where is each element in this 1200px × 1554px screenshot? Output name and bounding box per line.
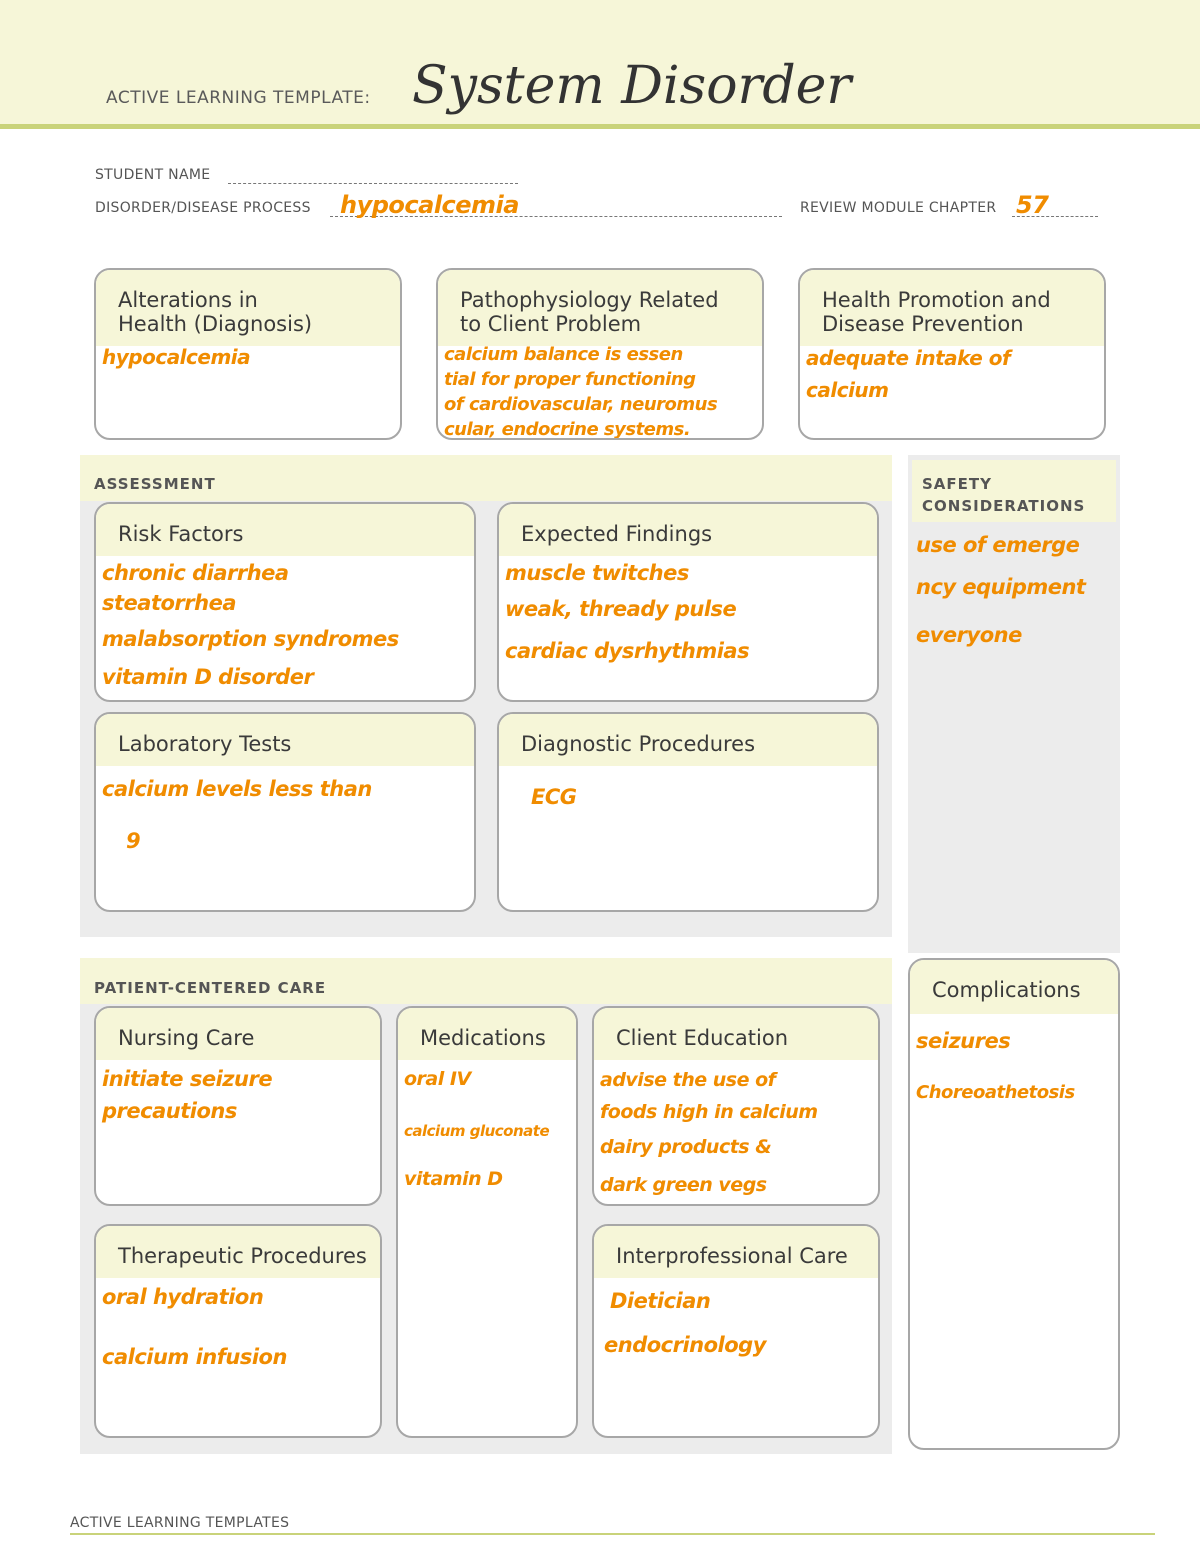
pathophysiology-line-4: cular, endocrine systems. bbox=[444, 419, 691, 440]
risk-factors-title: Risk Factors bbox=[118, 522, 244, 546]
therapeutic-procedures-line-1: oral hydration bbox=[102, 1285, 264, 1309]
diagnostic-procedures-card bbox=[497, 712, 879, 912]
alterations-card bbox=[94, 268, 402, 440]
risk-factors-line-3: malabsorption syndromes bbox=[102, 627, 399, 651]
therapeutic-procedures-title: Therapeutic Procedures bbox=[118, 1244, 367, 1268]
complications-card bbox=[908, 958, 1120, 1450]
therapeutic-procedures-line-2: calcium infusion bbox=[102, 1345, 287, 1369]
client-education-card bbox=[592, 1006, 880, 1206]
nursing-care-title: Nursing Care bbox=[118, 1026, 255, 1050]
health-promotion-title-1: Health Promotion and bbox=[822, 288, 1051, 312]
client-education-title: Client Education bbox=[616, 1026, 789, 1050]
disorder-label: DISORDER/DISEASE PROCESS bbox=[95, 200, 311, 216]
laboratory-tests-title: Laboratory Tests bbox=[118, 732, 292, 756]
client-education-line-2: foods high in calcium bbox=[600, 1101, 818, 1123]
client-education-line-4: dark green vegs bbox=[600, 1174, 767, 1196]
diagnostic-procedures-title: Diagnostic Procedures bbox=[521, 732, 756, 756]
pathophysiology-title-1: Pathophysiology Related bbox=[460, 288, 719, 312]
client-education-line-3: dairy products & bbox=[600, 1136, 772, 1158]
risk-factors-card bbox=[94, 502, 476, 702]
safety-title-2: CONSIDERATIONS bbox=[922, 497, 1086, 515]
student-name-label: STUDENT NAME bbox=[95, 167, 211, 183]
expected-findings-line-1: muscle twitches bbox=[505, 561, 689, 585]
pathophysiology-line-3: of cardiovascular, neuromus bbox=[444, 394, 718, 415]
nursing-care-line-1: initiate seizure bbox=[102, 1067, 273, 1091]
laboratory-tests-line-2: 9 bbox=[126, 829, 141, 853]
template-label: ACTIVE LEARNING TEMPLATE: bbox=[106, 88, 371, 108]
safety-title bbox=[922, 473, 1085, 517]
safety-notes bbox=[916, 530, 1116, 650]
header-divider bbox=[0, 124, 1200, 129]
therapeutic-procedures-card bbox=[94, 1224, 382, 1438]
risk-factors-line-2: steatorrhea bbox=[102, 591, 236, 615]
complications-title: Complications bbox=[932, 978, 1081, 1002]
expected-findings-card bbox=[497, 502, 879, 702]
medications-title: Medications bbox=[420, 1026, 546, 1050]
template-title: System Disorder bbox=[412, 56, 852, 116]
laboratory-tests-card bbox=[94, 712, 476, 912]
safety-title-1: SAFETY bbox=[922, 475, 992, 493]
alterations-line-1: hypocalcemia bbox=[102, 345, 251, 369]
safety-line-2: ncy equipment bbox=[916, 575, 1086, 599]
health-promotion-line-1: adequate intake of bbox=[806, 346, 1011, 370]
complications-line-2: Choreoathetosis bbox=[916, 1082, 1075, 1103]
footer-label: ACTIVE LEARNING TEMPLATES bbox=[70, 1515, 290, 1531]
health-promotion-card bbox=[798, 268, 1106, 440]
health-promotion-line-2: calcium bbox=[806, 378, 889, 402]
client-education-line-1: advise the use of bbox=[600, 1069, 776, 1091]
chapter-field[interactable] bbox=[1012, 191, 1098, 219]
pathophysiology-line-2: tial for proper functioning bbox=[444, 369, 696, 390]
interprofessional-care-line-1: Dietician bbox=[610, 1289, 711, 1313]
expected-findings-line-3: cardiac dysrhythmias bbox=[505, 639, 750, 663]
pathophysiology-title-2: to Client Problem bbox=[460, 312, 642, 336]
footer-divider bbox=[70, 1533, 1155, 1535]
laboratory-tests-line-1: calcium levels less than bbox=[102, 777, 372, 801]
nursing-care-line-2: precautions bbox=[102, 1099, 237, 1123]
interprofessional-care-line-2: endocrinology bbox=[604, 1333, 766, 1357]
pathophysiology-card bbox=[436, 268, 764, 440]
expected-findings-line-2: weak, thready pulse bbox=[505, 597, 737, 621]
complications-line-1: seizures bbox=[916, 1029, 1011, 1053]
safety-line-1: use of emerge bbox=[916, 533, 1080, 557]
alterations-title-1: Alterations in bbox=[118, 288, 258, 312]
alterations-title-2: Health (Diagnosis) bbox=[118, 312, 313, 336]
disorder-field[interactable] bbox=[330, 191, 782, 219]
chapter-label: REVIEW MODULE CHAPTER bbox=[800, 200, 997, 216]
expected-findings-title: Expected Findings bbox=[521, 522, 713, 546]
patient-care-title: PATIENT-CENTERED CARE bbox=[94, 979, 327, 997]
assessment-title: ASSESSMENT bbox=[94, 475, 216, 493]
medications-line-1: oral IV bbox=[404, 1068, 471, 1090]
nursing-care-card bbox=[94, 1006, 382, 1206]
student-name-field[interactable] bbox=[228, 170, 518, 184]
safety-line-3: everyone bbox=[916, 623, 1022, 647]
health-promotion-title-2: Disease Prevention bbox=[822, 312, 1024, 336]
medications-card bbox=[396, 1006, 578, 1438]
medications-line-2: calcium gluconate bbox=[404, 1122, 550, 1140]
interprofessional-care-title: Interprofessional Care bbox=[616, 1244, 848, 1268]
risk-factors-line-1: chronic diarrhea bbox=[102, 561, 289, 585]
risk-factors-line-4: vitamin D disorder bbox=[102, 665, 314, 689]
diagnostic-procedures-line-1: ECG bbox=[531, 785, 577, 809]
interprofessional-care-card bbox=[592, 1224, 880, 1438]
medications-line-3: vitamin D bbox=[404, 1168, 503, 1190]
disorder-value: hypocalcemia bbox=[340, 191, 519, 219]
chapter-value: 57 bbox=[1016, 191, 1049, 219]
pathophysiology-line-1: calcium balance is essen bbox=[444, 344, 683, 365]
